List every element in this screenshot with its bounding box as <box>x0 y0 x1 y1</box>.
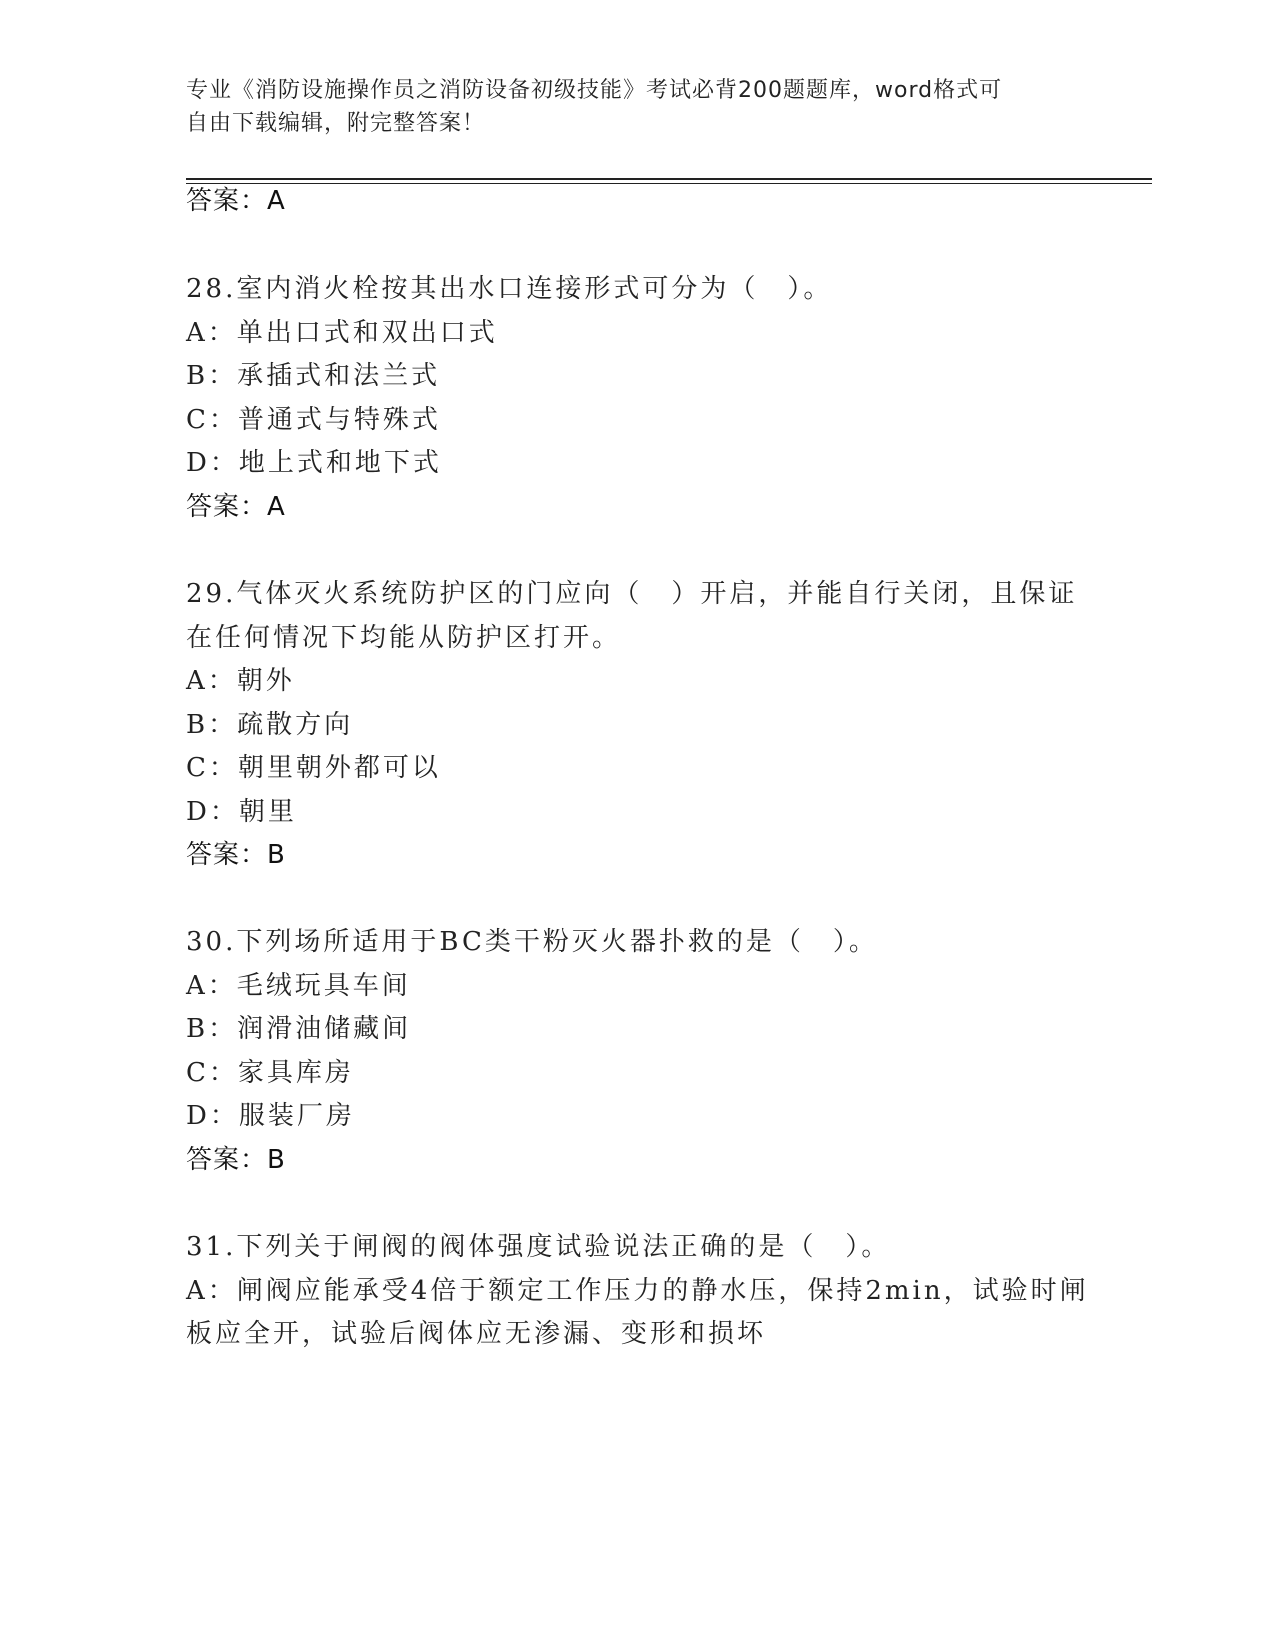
answer-30: 答案：B <box>186 1145 286 1175</box>
question-31-option-a-line-1: A：闸阀应能承受4倍于额定工作压力的静水压，保持2min，试验时闸 <box>186 1276 1089 1306</box>
question-31-option-a-line-2: 板应全开，试验后阀体应无渗漏、变形和损坏 <box>186 1319 767 1349</box>
answer-29: 答案：B <box>186 840 286 870</box>
question-28-option-a: A：单出口式和双出口式 <box>186 318 498 348</box>
question-28-option-b: B：承插式和法兰式 <box>186 361 441 391</box>
header-line-1: 专业《消防设施操作员之消防设备初级技能》考试必背200题题库，word格式可 <box>186 78 1003 103</box>
header-line-2: 自由下载编辑，附完整答案！ <box>186 111 486 136</box>
header-divider-thick <box>186 178 1152 180</box>
question-30-option-d: D：服装厂房 <box>186 1101 355 1131</box>
question-31-stem: 31.下列关于闸阀的阀体强度试验说法正确的是（ ）。 <box>186 1232 891 1262</box>
question-29-option-a: A：朝外 <box>186 666 295 696</box>
question-28-option-c: C：普通式与特殊式 <box>186 405 441 435</box>
header-divider-thin <box>186 183 1152 184</box>
document-header <box>186 74 1066 140</box>
question-29-stem-line-1: 29.气体灭火系统防护区的门应向（ ）开启，并能自行关闭，且保证 <box>186 579 1078 609</box>
question-30-stem: 30.下列场所适用于BC类干粉灭火器扑救的是（ ）。 <box>186 927 878 957</box>
question-30-option-b: B：润滑油储藏间 <box>186 1014 412 1044</box>
answer-27: 答案：A <box>186 186 286 216</box>
question-29-stem-line-2: 在任何情况下均能从防护区打开。 <box>186 623 622 653</box>
question-29-option-d: D：朝里 <box>186 797 297 827</box>
question-29-option-b: B：疏散方向 <box>186 710 354 740</box>
question-29-option-c: C：朝里朝外都可以 <box>186 753 441 783</box>
question-28-stem: 28.室内消火栓按其出水口连接形式可分为（ ）。 <box>186 274 833 304</box>
answer-28: 答案：A <box>186 492 286 522</box>
question-28-option-d: D：地上式和地下式 <box>186 448 442 478</box>
question-30-option-c: C：家具库房 <box>186 1058 354 1088</box>
question-30-option-a: A：毛绒玩具车间 <box>186 971 411 1001</box>
